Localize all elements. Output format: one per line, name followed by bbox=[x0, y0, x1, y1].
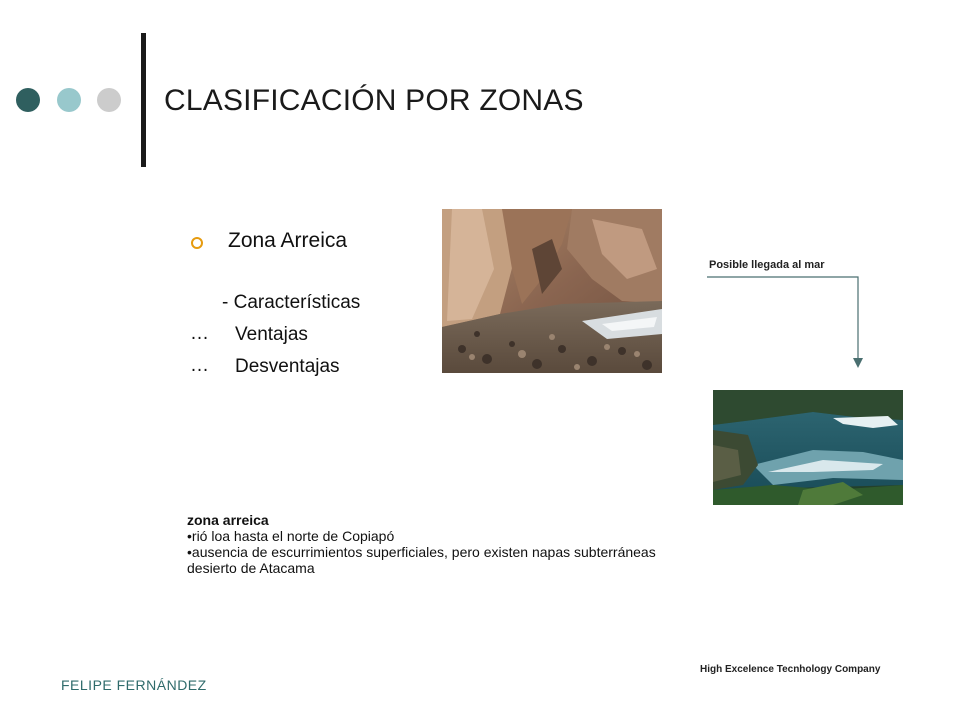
notes-line: desierto de Atacama bbox=[187, 560, 315, 576]
title-divider-bar bbox=[141, 33, 146, 167]
notes-block bbox=[187, 512, 656, 576]
river-photo bbox=[713, 390, 903, 505]
sub-item-ventajas: Ventajas bbox=[235, 324, 308, 345]
sub-item-caracteristicas: - Características bbox=[222, 292, 361, 313]
decor-dot-dark bbox=[16, 88, 40, 112]
bullet-label: Zona Arreica bbox=[228, 229, 348, 252]
notes-line: •ausencia de escurrimientos superficiales, pero existen napas subterráneas bbox=[187, 544, 656, 560]
sub-item-prefix: … bbox=[190, 323, 209, 344]
bullet-ring-icon bbox=[191, 237, 203, 249]
author-footer: FELIPE FERNÁNDEZ bbox=[61, 677, 207, 693]
sub-item-desventajas: Desventajas bbox=[235, 356, 340, 377]
canyon-photo bbox=[442, 209, 662, 373]
decor-dot-gray bbox=[97, 88, 121, 112]
callout-label: Posible llegada al mar bbox=[709, 259, 825, 271]
notes-line: •rió loa hasta el norte de Copiapó bbox=[187, 528, 395, 544]
decor-dot-light bbox=[57, 88, 81, 112]
down-arrow-icon bbox=[700, 270, 870, 375]
notes-heading: zona arreica bbox=[187, 512, 269, 528]
company-footer: High Excelence Tecnhology Company bbox=[700, 664, 881, 675]
slide-title: CLASIFICACIÓN POR ZONAS bbox=[164, 84, 584, 117]
sub-item-prefix: … bbox=[190, 355, 209, 376]
